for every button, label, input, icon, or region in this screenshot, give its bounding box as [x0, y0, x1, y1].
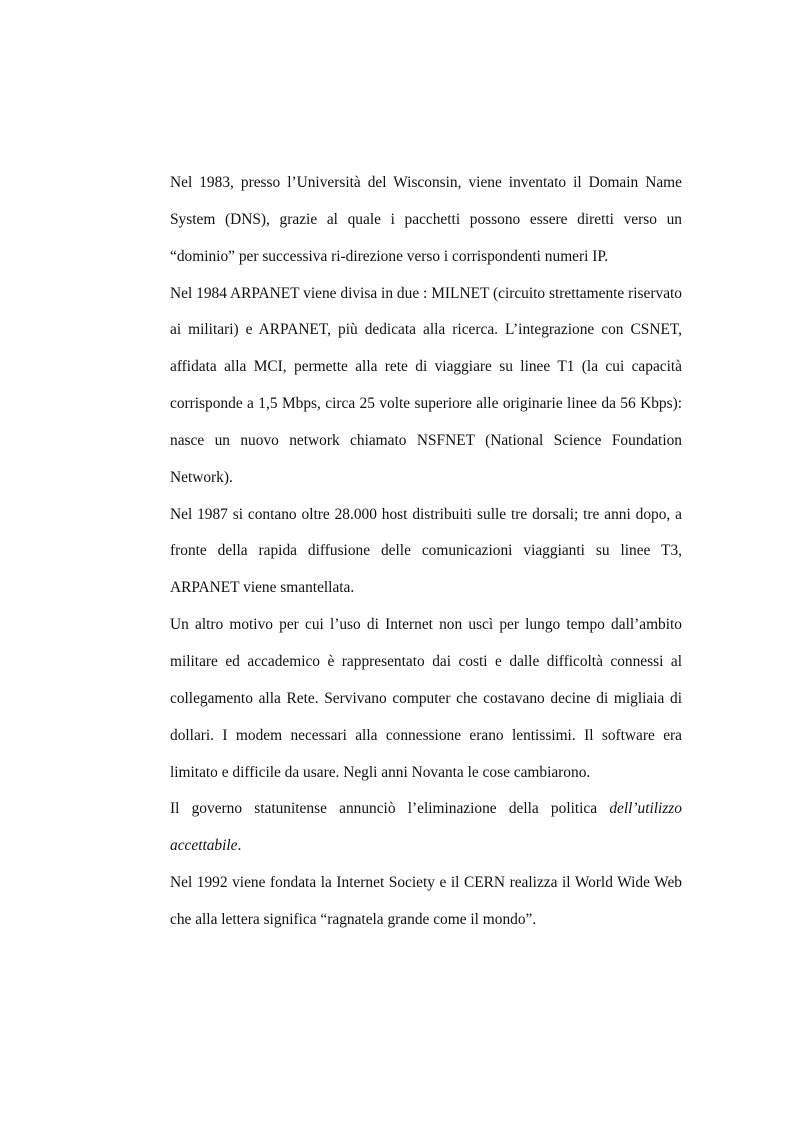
paragraph-arpanet-1984: Nel 1984 ARPANET viene divisa in due : MILNET (circuito strettamente riservato ai militari) e ARPANET, più dedicata alla ricerca. L’integrazione con CSNET, affidata alla MCI, permette alla rete di viaggiare su linee T1 (la cui capacità corrisponde a 1,5 Mbps, circa 25 volte superiore alle originarie linee da 56 Kbps): nasce un nuovo network chiamato NSFNET (National Science Foundation Network). [170, 284, 682, 486]
paragraph-government [170, 791, 682, 865]
paragraph-dns: Nel 1983, presso l’Università del Wisconsin, viene inventato il Domain Name System (DNS), grazie al quale i pacchetti possono essere diretti verso un “dominio” per successiva ri-direzione verso i corrispondenti numeri IP. [170, 174, 682, 265]
italic-term: dell’utilizzo accettabile [170, 800, 682, 855]
paragraph-hosts-1987: Nel 1987 si contano oltre 28.000 host distribuiti sulle tre dorsali; tre anni dopo, a fronte della rapida diffusione delle comunicazioni viaggianti su linee T3, ARPANET viene smantellata. [170, 505, 682, 597]
paragraph-www-1992: Nel 1992 viene fondata la Internet Society e il CERN realizza il World Wide Web che alla lettera significa “ragnatela grande come il mondo”. [170, 874, 682, 928]
paragraph-government-end: . [237, 837, 242, 855]
body-text [170, 165, 682, 939]
paragraph-government-text: Il governo statunitense annunciò l’eliminazione della politica [170, 800, 610, 818]
paragraph-costs: Un altro motivo per cui l’uso di Internet non uscì per lungo tempo dall’ambito militare ed accademico è rappresentato dai costi e dalle difficoltà connessi al collegamento alla Rete. Servivano computer che costavano decine di migliaia di dollari. I modem necessari alla connessione erano lentissimi. Il software era limitato e difficile da usare. Negli anni Novanta le cose cambiarono. [170, 616, 682, 781]
